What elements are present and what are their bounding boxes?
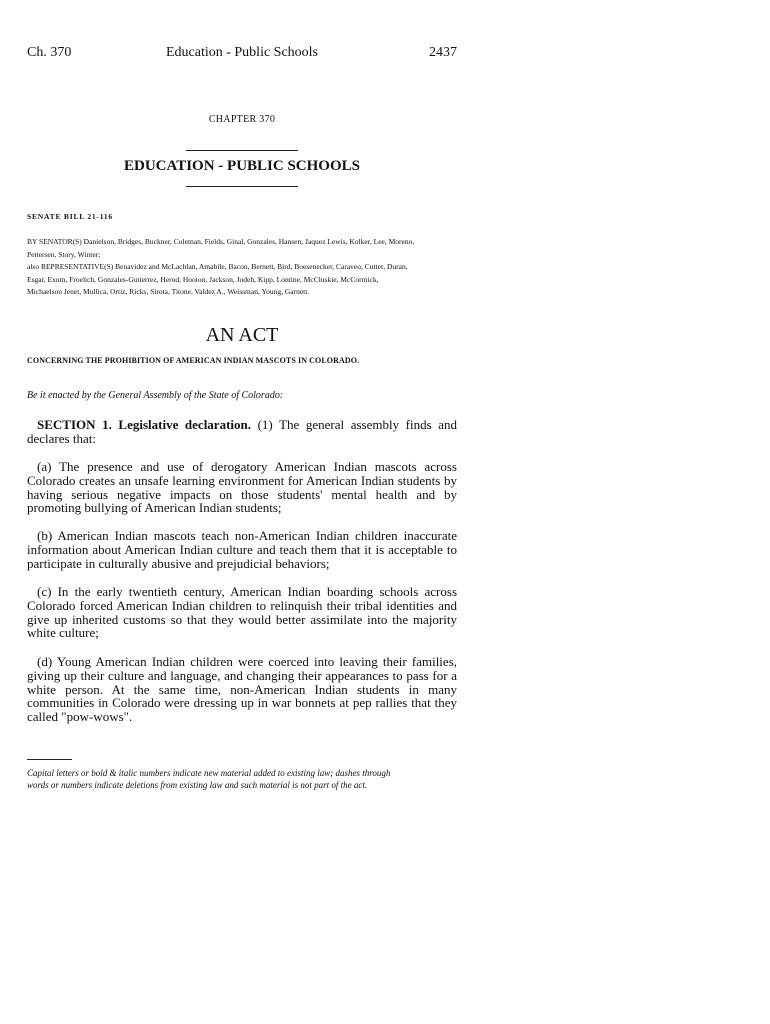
sponsors-line: BY SENATOR(S) Danielson, Bridges, Buckner, Coleman, Fields, Ginal, Gonzales, Hansen, Jaquez Lewis, Kolker, Lee, Moreno, <box>27 237 415 246</box>
act-heading: AN ACT <box>205 324 279 346</box>
section-label: SECTION 1. <box>37 417 112 432</box>
title-rule-top <box>186 150 298 151</box>
act-title: CONCERNING THE PROHIBITION OF AMERICAN INDIAN MASCOTS IN COLORADO. <box>27 356 360 365</box>
footnote <box>27 767 457 791</box>
chapter-label: CHAPTER 370 <box>208 114 276 125</box>
section-1-paragraph <box>27 418 457 446</box>
sponsors-line: also REPRESENTATIVE(S) Benavidez and McLachlan, Amabile, Bacon, Bernett, Bird, Boesenecker, Caraveo, Cutter, Duran, <box>27 262 408 271</box>
title-rule-bottom <box>186 186 298 187</box>
footnote-line: words or numbers indicate deletions from existing law and such material is not part of the act. <box>27 780 368 790</box>
sponsors-line: Michaelson Jenet, Mullica, Ortiz, Ricks, Sirota, Titone, Valdez A., Weissman, Young, Garnett. <box>27 287 310 296</box>
subject-title: EDUCATION - PUBLIC SCHOOLS <box>123 158 360 174</box>
running-header <box>27 45 457 65</box>
section-intro: (1) The general assembly finds and declares that: <box>27 417 457 446</box>
paragraph-c: (c) In the early twentieth century, American Indian boarding schools across Colorado forced American Indian children to relinquish their tribal identities and give up inherited customs so that they would better assimilate into the majority white culture; <box>27 584 457 641</box>
paragraph-a: (a) The presence and use of derogatory American Indian mascots across Colorado creates an unsafe learning environment for American Indian students by having serious negative impacts on those students' mental health and by promoting bullying of American Indian students; <box>27 459 457 516</box>
sponsors-line: Esgar, Exum, Froelich, Gonzales-Gutierrez, Herod, Hooton, Jackson, Jodeh, Kipp, Lontine, McCluskie, McCormick, <box>27 274 379 284</box>
section-heading: Legislative declaration. <box>118 417 252 432</box>
enacting-clause: Be it enacted by the General Assembly of the State of Colorado: <box>27 390 284 401</box>
footnote-line: Capital letters or bold & italic numbers indicate new material added to existing law; dashes through <box>27 768 391 778</box>
paragraph-b: (b) American Indian mascots teach non-American Indian children inaccurate information about American Indian culture and teach them that it is acceptable to participate in culturally abusive and prejudicial behaviors; <box>27 528 457 571</box>
sponsors-block <box>27 236 459 299</box>
page-number: 2437 <box>429 45 457 60</box>
paragraph-d: (d) Young American Indian children were coerced into leaving their families, giving up their culture and language, and changing their appearances to pass for a white person. At the same time, non-American Indian students in many communities in Colorado were dressing up in war bonnets at pep rallies that they called "pow-wows". <box>27 654 457 725</box>
running-title: Education - Public Schools <box>165 45 319 60</box>
sponsors-line: Pettersen, Story, Winter; <box>27 249 101 259</box>
bill-number: SENATE BILL 21-116 <box>27 212 113 221</box>
footnote-rule <box>27 759 72 760</box>
chapter-short-label: Ch. 370 <box>27 45 72 60</box>
